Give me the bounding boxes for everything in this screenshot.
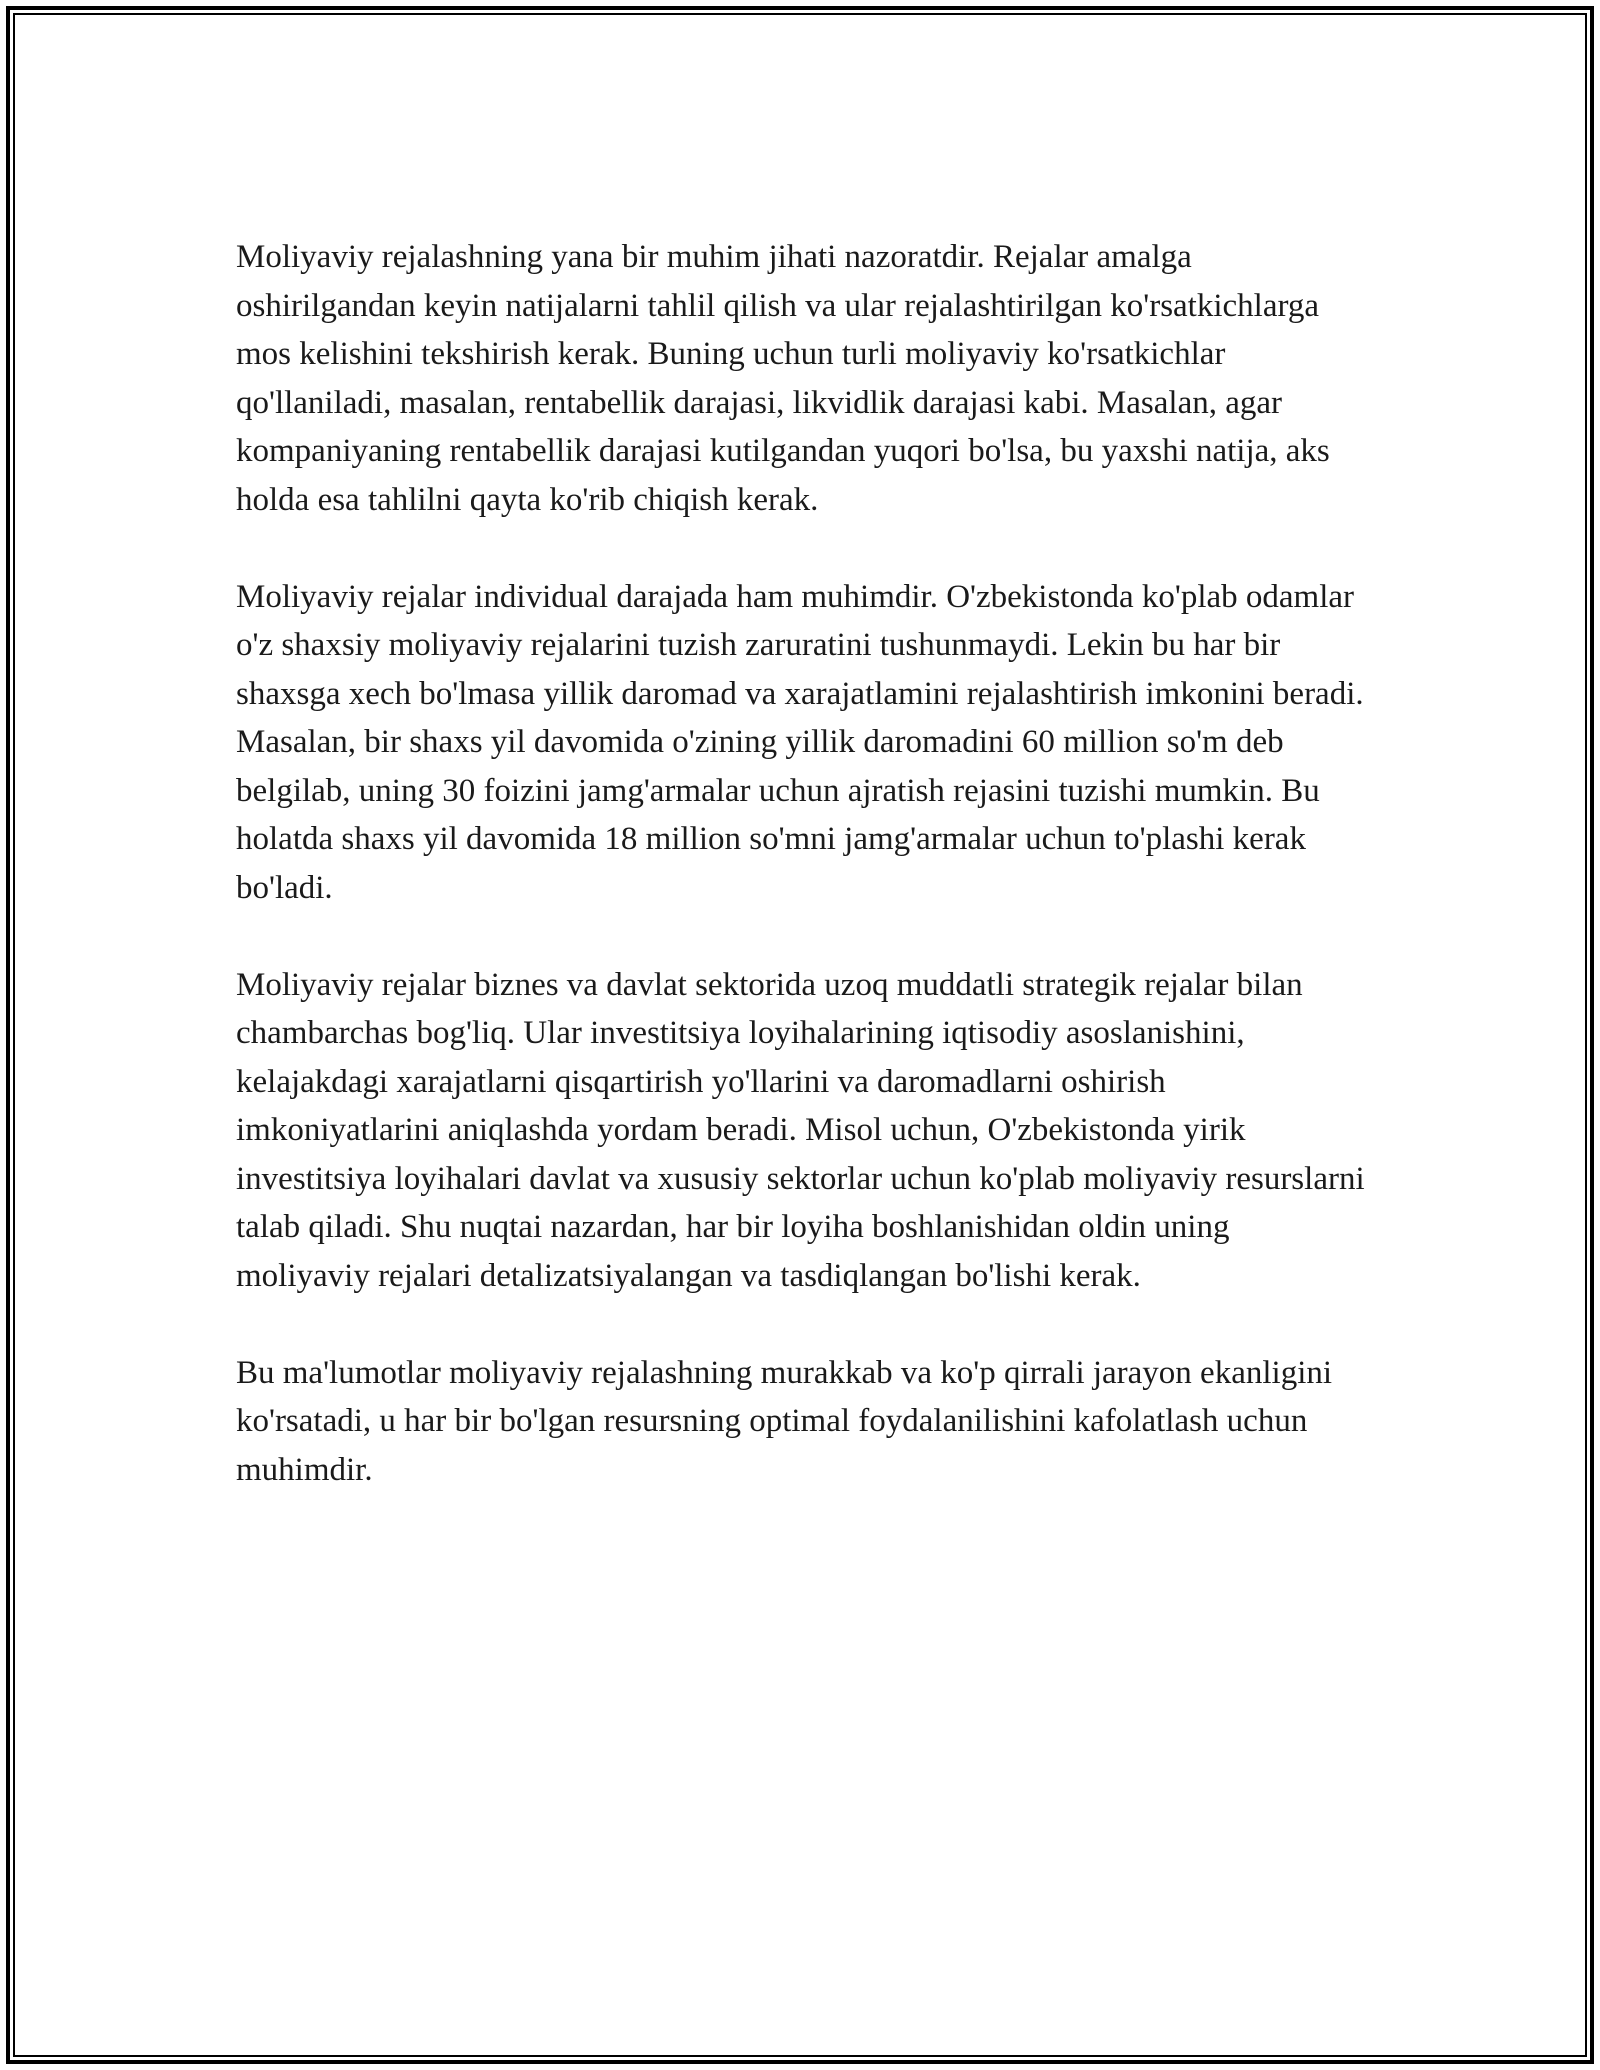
paragraph-individual-planning: Moliyaviy rejalar individual darajada ham muhimdir. O'zbekistonda ko'plab odamlar o'z shaxsiy moliyaviy rejalarini tuzish zaruratini tushunmaydi. Lekin bu har bir shaxsga xech bo'lmasa yillik daromad va xarajatlamini rejalashtirish imkonini beradi. Masalan, bir shaxs yil davomida o'zining yillik daromadini 60 million so'm deb belgilab, uning 30 foizini jamg'armalar uchun ajratish rejasini tuzishi mumkin. Bu holatda shaxs yil davomida 18 million so'mni jamg'armalar uchun to'plashi kerak bo'ladi.	[236, 578, 1364, 906]
paragraph-control: Moliyaviy rejalashning yana bir muhim jihati nazoratdir. Rejalar amalga oshirilgandan keyin natijalarni tahlil qilish va ular rejalashtirilgan ko'rsatkichlarga mos kelishini tekshirish kerak. Buning uchun turli moliyaviy ko'rsatkichlar qo'llaniladi, masalan, rentabellik darajasi, likvidlik darajasi kabi. Masalan, agar kompaniyaning rentabellik darajasi kutilgandan yuqori bo'lsa, bu yaxshi natija, aks holda esa tahlilni qayta ko'rib chiqish kerak.	[236, 239, 1330, 518]
paragraph-conclusion: Bu ma'lumotlar moliyaviy rejalashning murakkab va ko'p qirrali jarayon ekanligini ko'rsatadi, u har bir bo'lgan resursning optimal foydalanilishini kafolatlash uchun muhimdir.	[236, 1354, 1333, 1488]
document-body	[236, 233, 1366, 1543]
paragraph-strategic-planning: Moliyaviy rejalar biznes va davlat sektorida uzoq muddatli strategik rejalar bilan chambarchas bog'liq. Ular investitsiya loyihalarining iqtisodiy asoslanishini, kelajakdagi xarajatlarni qisqartirish yo'llarini va daromadlarni oshirish imkoniyatlarini aniqlashda yordam beradi. Misol uchun, O'zbekistonda yirik investitsiya loyihalari davlat va xususiy sektorlar uchun ko'plab moliyaviy resurslarni talab qiladi. Shu nuqtai nazardan, har bir loyiha boshlanishidan oldin uning moliyaviy rejalari detalizatsiyalangan va tasdiqlangan bo'lishi kerak.	[236, 966, 1365, 1294]
